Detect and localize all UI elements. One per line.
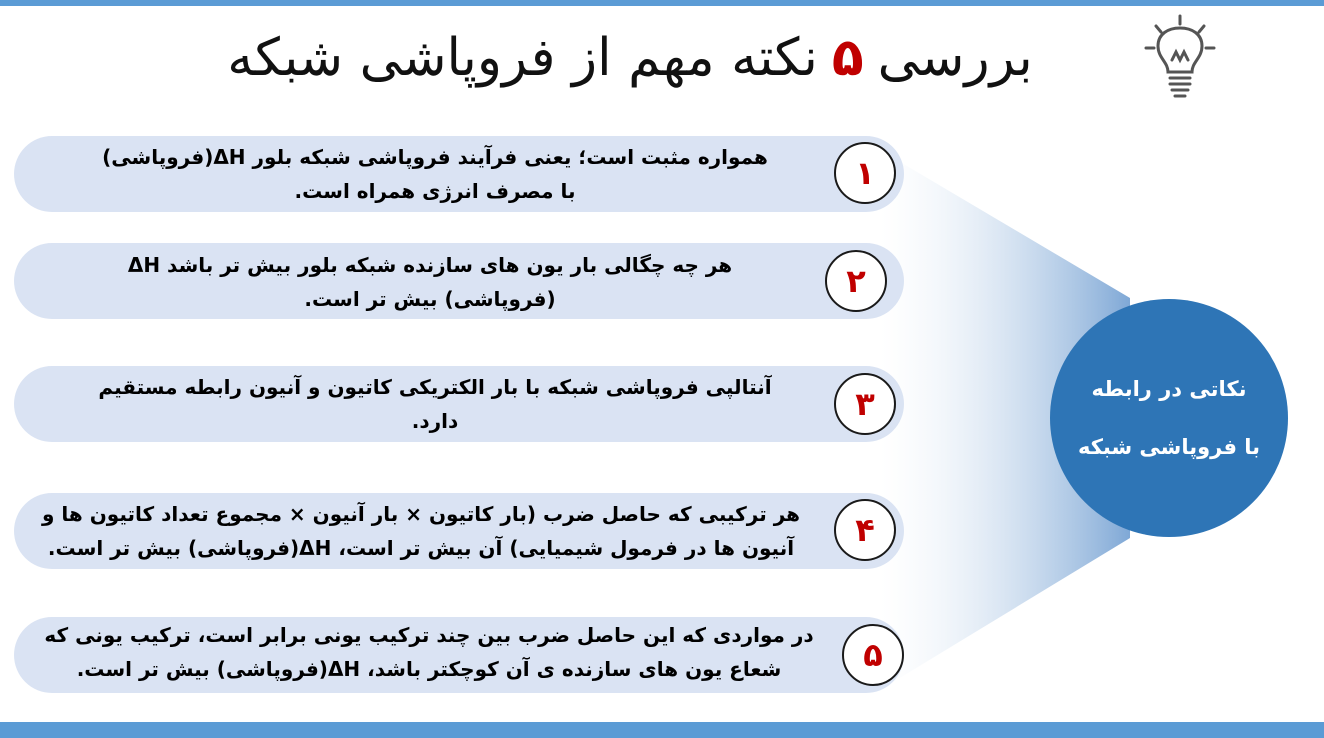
item-4-number: ۴ (834, 499, 896, 561)
item-1-number: ۱ (834, 142, 896, 204)
item-1-text: همواره مثبت است؛ یعنی فرآیند فروپاشی شبکه بلور ΔH(فروپاشی) با مصرف انرژی همراه است. (102, 145, 768, 203)
item-2-number: ۲ (825, 250, 887, 312)
center-circle-line2: با فروپاشی شبکه (1077, 435, 1261, 459)
title-number: ۵ (831, 28, 864, 88)
bottom-accent-bar (0, 722, 1324, 738)
item-3-text: آنتالپی فروپاشی شبکه با بار الکتریکی کاتیون و آنیون رابطه مستقیم دارد. (98, 375, 772, 433)
title-after: نکته مهم از فروپاشی شبکه (227, 28, 818, 88)
center-circle-line1: نکاتی در رابطه (1091, 377, 1247, 401)
top-accent-bar (0, 0, 1324, 6)
item-3-number: ۳ (834, 373, 896, 435)
center-topic-circle (1050, 299, 1288, 537)
lightbulb-icon (1142, 14, 1218, 100)
item-4-text: هر ترکیبی که حاصل ضرب (بار کاتیون × بار آنیون × مجموع تعداد کاتیون ها و آنیون ها در فرمول شیمیایی) آن بیش تر است، ΔH(فروپاشی) بیش تر است. (41, 502, 801, 560)
item-5-number: ۵ (842, 624, 904, 686)
title-before: بررسی (877, 28, 1033, 88)
item-2-text: هر چه چگالی بار یون های سازنده شبکه بلور بیش تر باشد ΔH (فروپاشی) بیش تر است. (127, 253, 733, 311)
page-title (150, 18, 1110, 98)
item-5-text: در مواردی که این حاصل ضرب بین چند ترکیب یونی برابر است، ترکیب یونی که شعاع یون های سازنده ی آن کوچکتر باشد، ΔH(فروپاشی) بیش تر است. (44, 623, 814, 681)
